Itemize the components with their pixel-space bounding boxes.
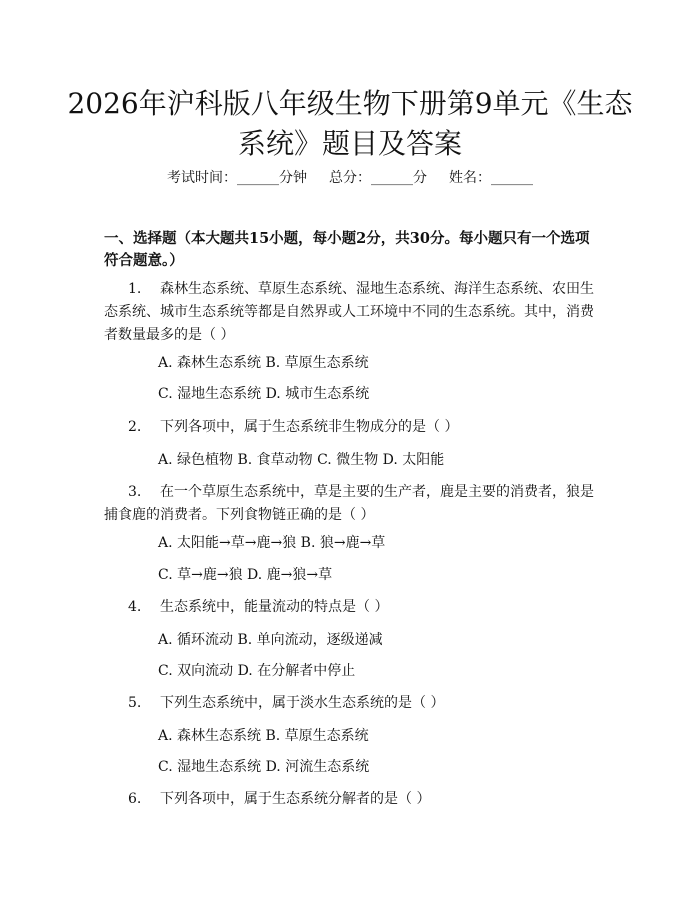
question-4-options-line-1: A. 循环流动 B. 单向流动，逐级递减 [158, 632, 383, 648]
question-3-options-line-2: C. 草→鹿→狼 D. 鹿→狼→草 [158, 567, 333, 583]
question-1-options-line-2: C. 湿地生态系统 D. 城市生态系统 [158, 386, 370, 402]
question-1-options-line-1: A. 森林生态系统 B. 草原生态系统 [158, 355, 369, 371]
question-number: 6. [128, 791, 142, 807]
question-text: 下列各项中，属于生态系统分解者的是（ ） [160, 791, 431, 807]
question-2-options-line-1: A. 绿色植物 B. 食草动物 C. 微生物 D. 太阳能 [158, 452, 445, 468]
total-score-field: 总分：______分 [329, 170, 427, 186]
question-2 [104, 416, 600, 439]
exam-info-line [0, 168, 700, 188]
question-text: 生态系统中，能量流动的特点是（ ） [160, 599, 389, 615]
question-number: 3. [128, 484, 142, 500]
question-number: 5. [128, 695, 142, 711]
question-text: 下列生态系统中，属于淡水生态系统的是（ ） [160, 695, 445, 711]
question-3-options-line-1: A. 太阳能→草→鹿→狼 B. 狼→鹿→草 [158, 535, 386, 551]
question-text: 森林生态系统、草原生态系统、湿地生态系统、海洋生态系统、农田生态系统、城市生态系统等都是自然界或人工环境中不同的生态系统。其中，消费者数量最多的是（ ） [104, 281, 594, 343]
question-number: 2. [128, 419, 142, 435]
question-number: 1. [128, 281, 142, 297]
question-text: 在一个草原生态系统中，草是主要的生产者，鹿是主要的消费者，狼是捕食鹿的消费者。下列食物链正确的是（ ） [104, 484, 594, 523]
question-1 [104, 278, 600, 347]
question-4 [104, 596, 600, 619]
question-4-options-line-2: C. 双向流动 D. 在分解者中停止 [158, 663, 356, 679]
question-5 [104, 692, 600, 715]
name-field: 姓名：______ [449, 170, 533, 186]
question-3 [104, 481, 600, 527]
question-6 [104, 788, 600, 811]
document-title: 2026年沪科版八年级生物下册第9单元《生态系统》题目及答案 [67, 87, 633, 160]
exam-time-field: 考试时间：______分钟 [167, 170, 307, 186]
question-5-options-line-1: A. 森林生态系统 B. 草原生态系统 [158, 728, 369, 744]
section-heading: 一、选择题（本大题共15小题，每小题2分，共30分。每小题只有一个选项符合题意。） [104, 230, 590, 269]
question-text: 下列各项中，属于生态系统非生物成分的是（ ） [160, 419, 459, 435]
question-number: 4. [128, 599, 142, 615]
question-5-options-line-2: C. 湿地生态系统 D. 河流生态系统 [158, 759, 370, 775]
